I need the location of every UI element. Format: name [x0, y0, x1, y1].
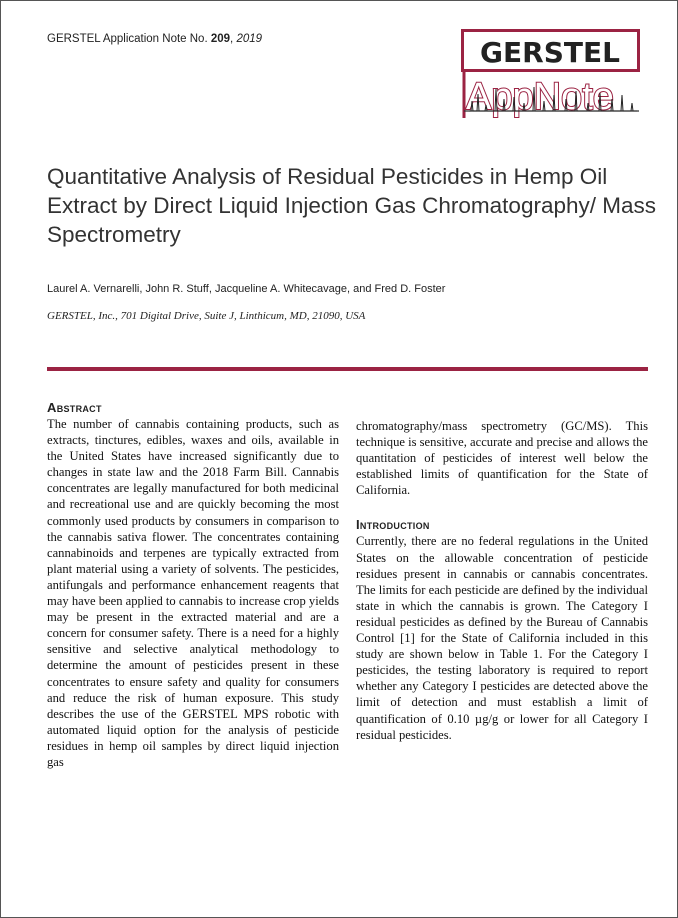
app-note-number-line — [47, 33, 262, 45]
app-note-separator: , — [230, 33, 237, 45]
introduction-body: Currently, there are no federal regulations in the United States on the allowable concentration of pesticide residues present in cannabis or cannabis concentrates. The limits for each pesticide are defined by the individual state in which the cannabis is grown. The Category I residual pesticides as defined by the Bureau of Cannabis Control [1] for the State of California included in this study are shown below in Table 1. For the Category I pesticides, the testing laboratory is required to report whether any Category I pesticides are detected above the limit of detection and must establish a limit of quantification of 0.10 µg/g or lower for all Category I residual pesticides. — [356, 534, 648, 742]
app-note-number: 209 — [210, 33, 231, 45]
affiliation-address: GERSTEL, Inc., 701 Digital Drive, Suite J, Linthicum, MD, 21090, USA — [47, 310, 366, 322]
introduction-heading: Introduction — [356, 517, 430, 533]
right-column — [356, 418, 648, 743]
abstract-heading: Abstract — [47, 400, 102, 415]
logo-brand-text: GERSTEL — [480, 36, 620, 69]
left-column — [47, 400, 339, 770]
abstract-body: The number of cannabis containing products, such as extracts, tinctures, edibles, waxes and oils, available in the United States have increased significantly due to changes in state law and the 2018 Farm Bill. Cannabis concentrates are legally manufactured for both medicinal and recreational use and are quickly becoming the most commonly used products by consumers in comparison to the cannabis sativa flower. The concentrates containing cannabinoids and terpenes are typically extracted from plant material using a variety of solvents. The pesticides, antifungals and performance enhancement reagents that may have been applied to cannabis to increase crop yields may be present in the extracted material and are a concern for consumer safety. There is a need for a highly sensitive and selective analytical methodology to determine the amount of pesticides present in these concentrates to ensure safety and quality for consumers and reduce the risk of human exposure. This study describes the use of the GERSTEL MPS robotic with automated liquid option for the analysis of pesticide residues in hemp oil samples by direct liquid injection gas — [47, 417, 339, 769]
abstract-body-continued: chromatography/mass spectrometry (GC/MS). This technique is sensitive, accurate and precise and allows the quantitation of pesticides of interest well below the established limits of quantification for the State of California. — [356, 419, 648, 498]
app-note-year: 2019 — [236, 33, 263, 45]
gerstel-appnote-logo — [461, 29, 641, 119]
author-list: Laurel A. Vernarelli, John R. Stuff, Jacqueline A. Whitecavage, and Fred D. Foster — [47, 283, 446, 295]
paper-title: Quantitative Analysis of Residual Pesticides in Hemp Oil Extract by Direct Liquid Injection Gas Chromatography/ Mass Spectrometry — [47, 164, 657, 247]
logo-product-text: AppNote — [466, 76, 614, 118]
app-note-prefix: GERSTEL Application Note No. — [47, 33, 211, 45]
section-divider — [47, 367, 648, 371]
